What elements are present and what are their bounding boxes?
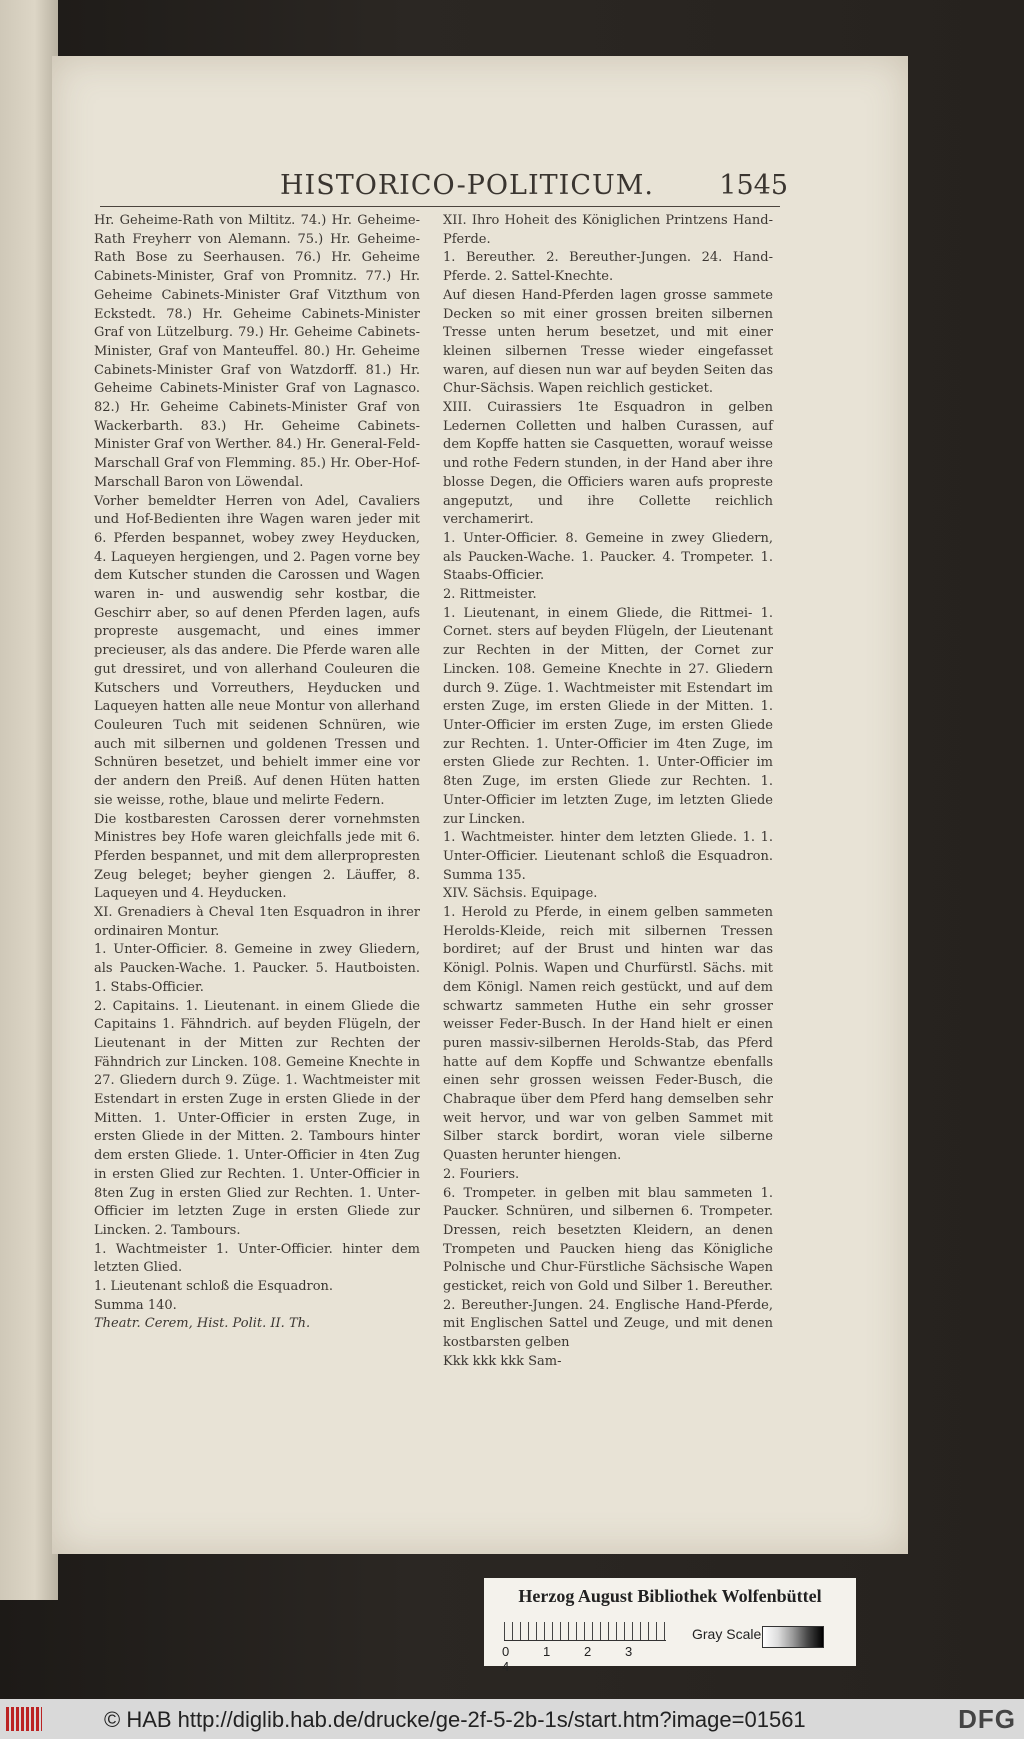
paragraph: 1. Bereuther. 2. Bereuther-Jungen. 24. Hand-Pferde. 2. Sattel-Knechte. (443, 250, 773, 285)
tick-label: 2 (584, 1644, 592, 1659)
paragraph: 1. Lieutenant schloß die Esquadron. (94, 1279, 334, 1295)
paragraph: Vorher bemeldter Herren von Adel, Cavaliers und Hof-Bedienten ihre Wagen waren jeder mit 6. Pferden bespannet, wobey zwey Heyducken, 4. Laqueyen hergiengen, und 2. Pagen vorne bey dem Kutscher stunden die Carossen und Wagen waren in- und auswendig sehr kostbar, die Geschirr aber, so auf denen Pferden lagen, aufs propreste ausgemacht, und eines immer precieuser, als das andere. Die Pferde waren alle gut dressiret, und von allerhand Couleuren die Kutschers und Vorreuthers, Heyducken und Laqueyen hatten alle neue Montur von allerhand Couleuren Tuch mit seidenen Schnüren, wie auch mit silbernen und goldenen Tressen und Schnüren besetzet, und behielt immer eine vor der andern den Preiß. Auf denen Hüten hatten sie weisse, rothe, blaue und melirte Federn. (94, 493, 420, 808)
left-column (94, 212, 420, 1334)
catchword-line: Kkk kkk kkk Sam- (443, 1353, 562, 1369)
footnote-signature: Theatr. Cerem, Hist. Polit. II. Th. (94, 1316, 311, 1332)
paragraph: 1. Unter-Officier. 8. Gemeine in zwey Gliedern, als Paucken-Wache. 1. Paucker. 5. Hautboisten. 1. Stabs-Officier. (94, 942, 420, 995)
dfg-logo: DFG (958, 1704, 1016, 1734)
paragraph: 6. Trompeter. in gelben mit blau sammeten 1. Paucker. Schnüren, und silbernen 6. Trompeter. Dressen, reich besetzten Kleidern, an denen Trompeten und Paucken hieng das Königliche Polnische und Chur-Fürstliche Sächsische Wapen gesticket, reich von Gold und Silber 1. Bereuther. 2. Bereuther-Jungen. 24. Englische Hand-Pferde, mit Englischen Sattel und Zeuge, und mit denen kostbarsten gelben (443, 1185, 773, 1351)
paragraph: 1. Wachtmeister. hinter dem letzten Gliede. 1. 1. Unter-Officier. Lieutenant schloß die Esquadron. Summa 135. (443, 830, 773, 883)
right-column (443, 212, 773, 1372)
ruler-ticks (502, 1644, 672, 1674)
page-number: 1545 (719, 170, 788, 201)
paragraph: Hr. Geheime-Rath von Miltitz. 74.) Hr. Geheime-Rath Freyherr von Alemann. 75.) Hr. Geheime-Rath Bose zu Seerhausen. 76.) Hr. Geheime Cabinets-Minister, Graf von Promnitz. 77.) Hr. Geheime Cabinets-Minister Graf Vitzthum von Eckstedt. 78.) Hr. Geheime Cabinets-Minister Graf von Lützelburg. 79.) Hr. Geheime Cabinets-Minister, Graf von Manteuffel. 80.) Hr. Geheime Cabinets-Minister Graf von Watzdorff. 81.) Hr. Geheime Cabinets-Minister Graf von Lagnasco. 82.) Hr. Geheime Cabinets-Minister Graf von Wackerbarth. 83.) Hr. Geheime Cabinets-Minister Graf von Werther. 84.) Hr. General-Feld-Marschall Graf von Flemming. 85.) Hr. Ober-Hof-Marschall Baron von Löwendal. (94, 213, 420, 490)
running-header (228, 170, 788, 210)
ruler-scale (504, 1622, 666, 1641)
paragraph: 1. Herold zu Pferde, in einem gelben sammeten Herolds-Kleide, reich mit silbernen Tressen bordiret; auf der Brust und hinten war das Königl. Polnis. Wapen und Churfürstl. Sächs. mit dem Königl. Namen reich gestückt, und auf dem schwartz sammeten Huthe ein sehr grosser weisser Feder-Busch. In der Hand hielt er einen puren massiv-silbernen Herolds-Stab, das Pferd hatte auf dem Kopffe und Schwantze ebenfalls einen sehr grossen weissen Feder-Busch, die Chabraque über dem Pferd hang demselben sehr weit hervor, und war von gelben Sammet mit Silber starck bordirt, woran viele silberne Quasten herunter hiengen. (443, 905, 773, 1164)
running-title: HISTORICO-POLITICUM. (280, 170, 654, 201)
previous-page-edge (0, 0, 58, 1600)
paragraph: Die kostbaresten Carossen derer vornehmsten Ministres bey Hofe waren gleichfalls jede mit 6. Pferden bespannet, und mit dem allerpropresten Zeug beleget; beyher giengen 2. Läuffer, 8. Laqueyen und 4. Heyducken. (94, 811, 420, 902)
header-rule (100, 206, 780, 207)
library-scale-stamp (484, 1578, 856, 1674)
section-heading: XII. Ihro Hoheit des Königlichen Printzens Hand-Pferde. (443, 213, 773, 247)
tick-label: 3 (625, 1644, 633, 1659)
section-heading: XI. Grenadiers à Cheval 1ten Esquadron in ihrer ordinairen Montur. (94, 905, 420, 939)
tick-label: 1 (543, 1644, 551, 1659)
hab-logo-icon (6, 1707, 42, 1731)
gray-scale-label: Gray Scale (692, 1626, 762, 1642)
paragraph: 1. Wachtmeister 1. Unter-Officier. hinter dem letzten Glied. (94, 1241, 420, 1276)
library-name: Herzog August Bibliothek Wolfenbüttel (518, 1586, 822, 1606)
gray-scale-bar (762, 1626, 824, 1648)
paragraph: 2. Rittmeister. (443, 587, 537, 603)
paragraph: 1. Lieutenant, in einem Gliede, die Rittmei- 1. Cornet. sters auf beyden Flügeln, der Lieutenant zur Rechten in der Mitten, der Cornet zur Lincken. 108. Gemeine Knechte in 27. Gliedern durch 9. Züge. 1. Wachtmeister mit Estendart im ersten Zuge, im ersten Gliede in der Mitten. 1. Unter-Officier im ersten Zuge, im ersten Gliede zur Rechten. 1. Unter-Officier im 4ten Zuge, im ersten Gliede zur Rechten. 1. Unter-Officier im 8ten Zuge, im ersten Gliede zur Rechten. 1. Unter-Officier im letzten Zuge, im letzten Gliede zur Lincken. (443, 605, 773, 827)
summary-line: Summa 140. (94, 1297, 177, 1313)
section-heading: XIV. Sächsis. Equipage. (443, 886, 598, 902)
copyright-url[interactable]: © HAB http://diglib.hab.de/drucke/ge-2f-5-2b-1s/start.htm?image=01561 (104, 1707, 806, 1732)
tick-label: 0 (502, 1644, 510, 1659)
paragraph: 1. Unter-Officier. 8. Gemeine in zwey Gliedern, als Paucken-Wache. 1. Paucker. 4. Trompeter. 1. Staabs-Officier. (443, 530, 773, 584)
footer-bar (0, 1699, 1024, 1739)
paragraph: 2. Capitains. 1. Lieutenant. in einem Gliede die Capitains 1. Fähndrich. auf beyden Flügeln, der Lieutenant in der Mitten zur Rechten der Fähndrich zur Lincken. 108. Gemeine Knechte in 27. Gliedern durch 9. Züge. 1. Wachtmeister mit Estendart in ersten Zuge in ersten Gliede in der Mitten. 1. Unter-Officier in ersten Zuge, in ersten Gliede in der Mitten. 2. Tambours hinter dem ersten Gliede. 1. Unter-Officier in 4ten Zug in ersten Glied zur Rechten. 1. Unter-Officier in 8ten Zug in ersten Glied zur Rechten. 1. Unter-Officier im letzten Zuge in ersten Gliede zur Lincken. 2. Tambours. (94, 998, 420, 1238)
paragraph: 2. Fouriers. (443, 1166, 520, 1182)
section-heading: XIII. Cuirassiers 1te Esquadron in gelben Ledernen Colletten und halben Curassen, auf dem Kopffe hatten sie Casquetten, worauf weisse und rothe Federn stunden, in der Hand aber ihre blosse Degen, die Officiers waren aufs propreste angeputzt, und ihre Collette reichlich verchamerirt. (443, 400, 773, 528)
paragraph: Auf diesen Hand-Pferden lagen grosse sammete Decken so mit einer grossen breiten silbernen Tresse unten herum besetzet, und mit einer kleinen silbernen Tresse wieder eingefasset waren, auf diesen nun war auf beyden Seiten das Chur-Sächsis. Wapen reichlich gesticket. (443, 287, 773, 397)
tick-label: 4 (502, 1659, 510, 1674)
